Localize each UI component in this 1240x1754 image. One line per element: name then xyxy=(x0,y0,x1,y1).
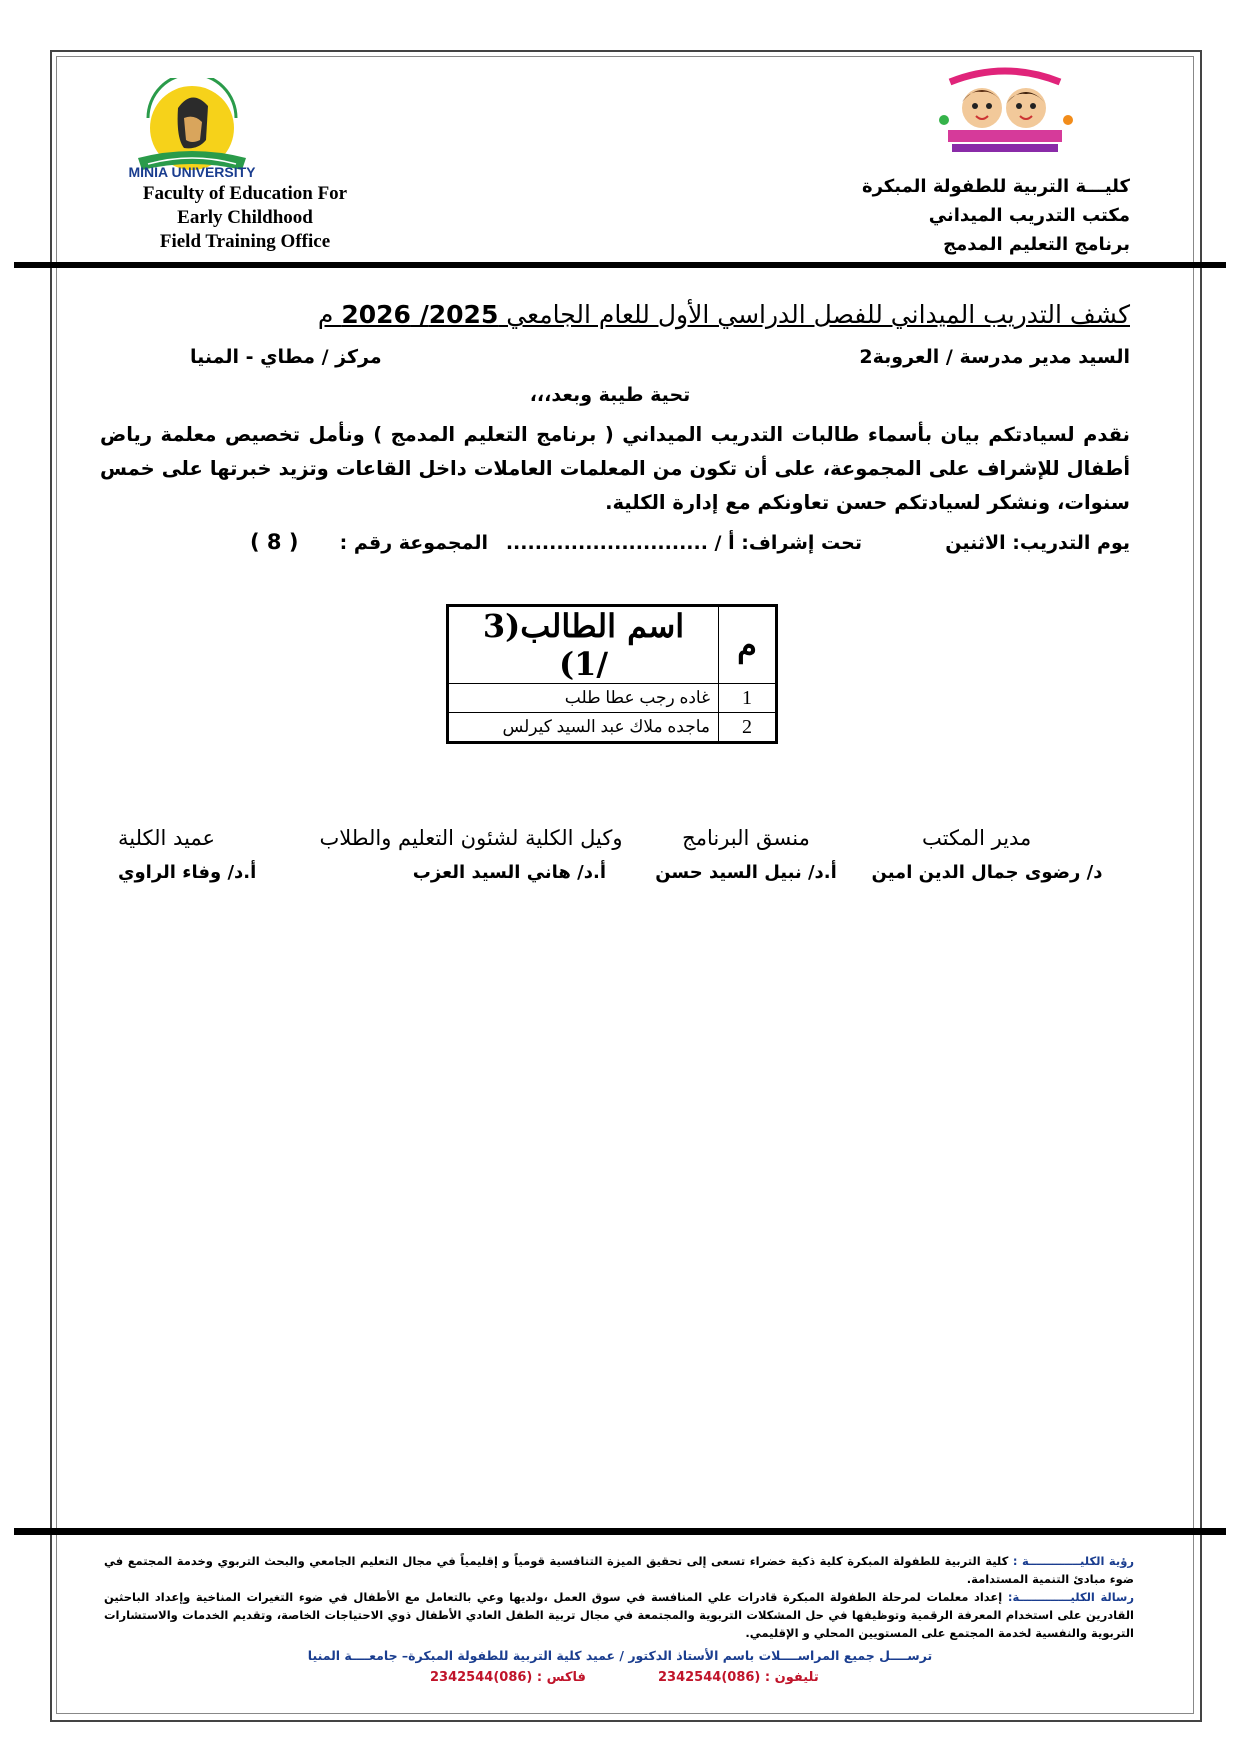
signature-title: مدير المكتب xyxy=(922,826,1032,850)
faculty-en-line-1: Faculty of Education For xyxy=(142,183,348,204)
table-header-row xyxy=(448,606,777,684)
supervision: تحت إشراف: أ / ............................ xyxy=(505,532,862,554)
header-divider xyxy=(14,262,1226,268)
recipient: السيد مدير مدرسة / العروبة2 xyxy=(859,346,1130,368)
row-num: 2 xyxy=(719,713,777,743)
footer-fax: فاكس : (086)2342544 xyxy=(430,1670,586,1685)
signature-name: أ.د/ وفاء الراوي xyxy=(118,862,257,883)
group-number: ( 8 ) xyxy=(250,530,299,554)
title-suffix: م xyxy=(317,300,342,329)
table-row xyxy=(448,713,777,743)
vision-label: رؤية الكليـــــــــــــة : xyxy=(1012,1554,1134,1568)
district: مركز / مطاي - المنيا xyxy=(190,346,382,368)
signature-name: أ.د/ نبيل السيد حسن xyxy=(655,862,837,883)
faculty-ar-line-3: برنامج التعليم المدمج xyxy=(943,234,1130,255)
header-num: م xyxy=(719,606,777,684)
row-name: غاده رجب عطا طلب xyxy=(448,684,719,713)
letter-body: نقدم لسيادتكم بيان بأسماء طالبات التدريب الميداني ( برنامج التعليم المدمج ) ونأمل تخصيص معلمة رياض أطفال للإشراف على المجموعة، على أن تكون من المعلمات العاملات داخل القاعات وتزيد خبرتها على خمس سنوات، ونشكر لسيادتكم حسن تعاونكم مع إدارة الكلية. xyxy=(100,423,1130,514)
footer-divider xyxy=(14,1528,1226,1535)
faculty-name-ar xyxy=(800,172,1130,259)
early-childhood-logo xyxy=(920,60,1090,160)
header-name: اسم الطالب(3 /1) xyxy=(448,606,719,684)
signature-dean xyxy=(118,826,288,883)
training-day: يوم التدريب: الاثنين xyxy=(945,532,1130,554)
footer-vision-mission xyxy=(104,1552,1134,1642)
faculty-ar-line-2: مكتب التدريب الميداني xyxy=(928,205,1130,226)
mission-line xyxy=(104,1588,1134,1642)
signature-office-manager xyxy=(862,826,1112,883)
mission-label: رسالة الكليـــــــــــــة: xyxy=(1007,1590,1134,1604)
signature-name: أ.د/ هاني السيد العزب xyxy=(412,862,606,883)
vision-text: كلية التربية للطفولة المبكرة كلية ذكية خضراء تسعى إلى تحقيق الميزة التنافسية قومياً و إقليمياً في مجال التعليم الجامعي والبحث التربوي وخدمة المجتمع في ضوء مبادئ التنمية المستدامة. xyxy=(104,1554,1134,1586)
table-row xyxy=(448,684,777,713)
footer-phone: تليفون : (086)2342544 xyxy=(658,1670,819,1685)
title-text: كشف التدريب الميداني للفصل الدراسي الأول للعام الجامعي xyxy=(498,300,1130,329)
footer-contact: ترســــل جميع المراســــلات باسم الأستاذ الدكتور / عميد كلية التربية للطفولة المبكرة– جامعــــة المنيا xyxy=(307,1648,933,1663)
row-name: ماجده ملاك عبد السيد كيرلس xyxy=(448,713,719,743)
students-table xyxy=(446,604,778,744)
group-label: المجموعة رقم : xyxy=(339,532,488,554)
row-num: 1 xyxy=(719,684,777,713)
signature-title: وكيل الكلية لشئون التعليم والطلاب xyxy=(319,826,623,850)
document-title xyxy=(250,300,1130,329)
signature-title: عميد الكلية xyxy=(118,826,216,850)
vision-line xyxy=(104,1552,1134,1588)
signature-title: منسق البرنامج xyxy=(682,826,810,850)
title-year: 2025/ 2026 xyxy=(341,300,499,329)
faculty-name-en xyxy=(100,182,390,254)
faculty-en-line-3: Field Training Office xyxy=(159,231,331,252)
faculty-en-line-2: Early Childhood xyxy=(177,207,313,228)
greeting: تحية طيبة وبعد،،، xyxy=(529,384,691,406)
faculty-ar-line-1: كليـــة التربية للطفولة المبكرة xyxy=(861,176,1130,197)
mission-text: إعداد معلمات لمرحلة الطفولة المبكرة قادرات علي المنافسة في سوق العمل ،ولديها وعي بالتعامل مع الأطفال في ضوء التغيرات المناخية وإعداد الباحثين القادرين على استخدام المعرفة الرقمية وتوظيفها في حل المشكلات التربوية والمجتمعة في مجال تربية الطفل العادي الأطفال ذوي الاحتياجات الخاصة، وتقديم الخدمات والاستشارات التربوية والنفسية لخدمة المجتمع على المستويين المحلي و الإقليمي. xyxy=(104,1590,1134,1640)
signature-program-coordinator xyxy=(636,826,856,883)
signature-name: د/ رضوى جمال الدين امين xyxy=(871,862,1103,883)
minia-university-logo xyxy=(118,78,266,178)
university-name-en: MINIA UNIVERSITY xyxy=(128,164,256,180)
signature-vice-dean xyxy=(296,826,646,883)
